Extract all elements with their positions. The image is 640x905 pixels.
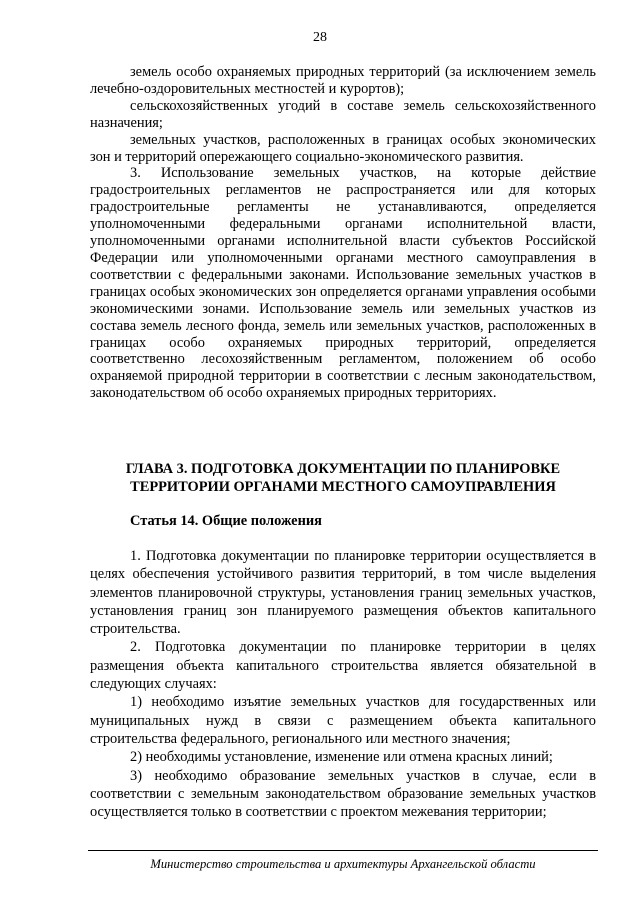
footer-divider: [88, 850, 598, 851]
paragraph: 3) необходимо образование земельных участков в случае, если в соответствии с земельным законодательством образование земельных участков осуществляется только в соответствии с проектом межевания территории;: [90, 767, 596, 821]
page-number: 28: [313, 30, 327, 45]
paragraph: сельскохозяйственных угодий в составе земель сельскохозяйственного назначения;: [90, 97, 596, 131]
paragraph: 2) необходимы установление, изменение или отмена красных линий;: [130, 749, 553, 766]
paragraph: 1. Подготовка документации по планировке территории осуществляется в целях обеспечения устойчивого развития территорий, в том числе выделения элементов планировочной структуры, установления границ земельных участков, установления границ зон планируемого размещения объектов капитального строительства.: [90, 548, 596, 638]
paragraph: 1) необходимо изъятие земельных участков для государственных или муниципальных нужд в связи с размещением объекта капитального строительства федерального, регионального или местного значения;: [90, 694, 596, 747]
article-heading: Статья 14. Общие положения: [130, 513, 322, 529]
paragraph: 3. Использование земельных участков, на которые действие градостроительных регламентов не распространяется или для которых градостроительные регламенты не устанавливаются, определяется уполномоченными федеральными органами исполнительной власти, уполномоченными органами исполнительной власти субъектов Российской Федерации или уполномоченными органами местного самоуправления в соответствии с федеральными законами. Использование земельных участков в границах особых экономических зон определяется органами управления особыми экономическими зонами. Использование земель или земельных участков из состава земель лесного фонда, земель или земельных участков, расположенных в границах особо охраняемых природных территорий, определяется соответственно лесохозяйственным регламентом, положением об особо охраняемой природной территории в соответствии с лесным законодательством, законодательством об особо охраняемых природных территориях.: [90, 165, 596, 402]
footer-text: Министерство строительства и архитектуры Архангельской области: [150, 857, 536, 871]
article-body: [90, 547, 596, 821]
body-text: [90, 64, 596, 402]
paragraph: 2. Подготовка документации по планировке территории в целях размещения объекта капитального строительства является обязательной в следующих случаях:: [90, 639, 596, 693]
chapter-heading: [90, 460, 596, 496]
paragraph: земельных участков, расположенных в границах особых экономических зон и территорий опережающего социально-экономического развития.: [90, 131, 596, 165]
chapter-heading-line: ГЛАВА 3. ПОДГОТОВКА ДОКУМЕНТАЦИИ ПО ПЛАНИРОВКЕ: [125, 461, 561, 477]
chapter-heading-line: ТЕРРИТОРИИ ОРГАНАМИ МЕСТНОГО САМОУПРАВЛЕНИЯ: [130, 479, 556, 495]
paragraph: земель особо охраняемых природных территорий (за исключением земель лечебно-оздоровительных местностей и курортов);: [90, 64, 596, 97]
